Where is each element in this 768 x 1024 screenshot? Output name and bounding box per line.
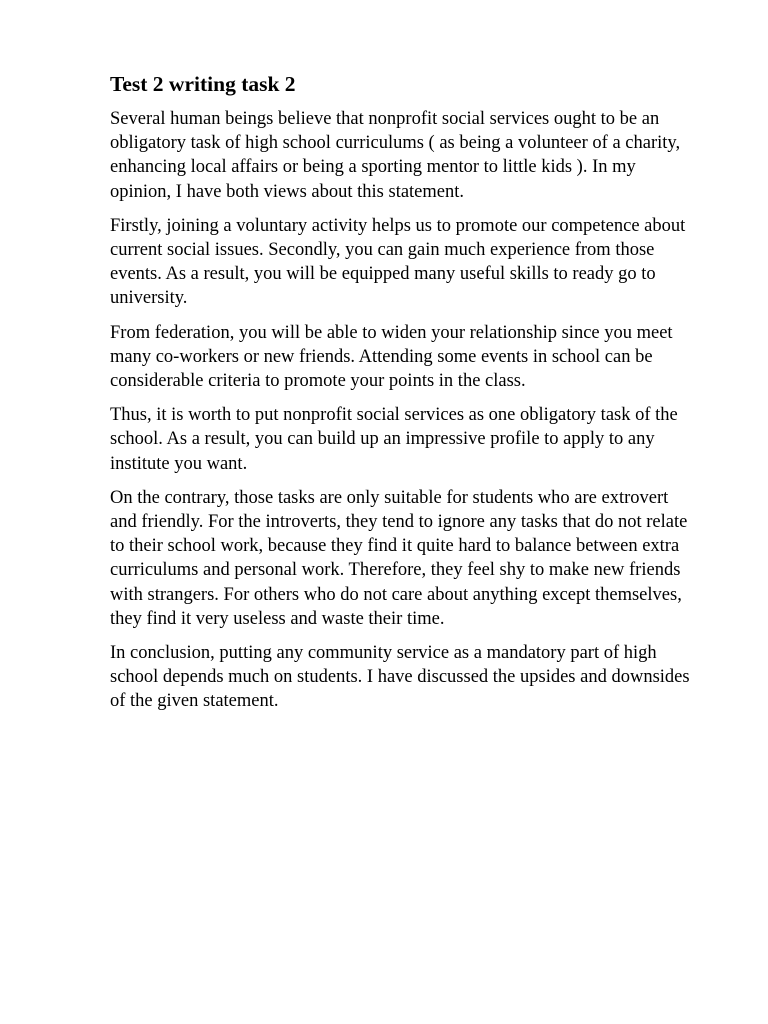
paragraph-conclusion: In conclusion, putting any community service as a mandatory part of high school depends much on students. I have discussed the upsides and downsides of the given statement. xyxy=(110,643,690,712)
paragraph-firstly: Firstly, joining a voluntary activity helps us to promote our competence about current social issues. Secondly, you can gain much experience from those events. As a result, you will be equipped many useful skills to ready go to university. xyxy=(110,215,686,309)
document-body xyxy=(110,70,696,724)
paragraph-contrary: On the contrary, those tasks are only suitable for students who are extrovert and friendly. For the introverts, they tend to ignore any tasks that do not relate to their school work, because they find it quite hard to balance between extra curriculums and personal work. Therefore, they feel shy to make new friends with strangers. For others who do not care about anything except themselves, they find it very useless and waste their time. xyxy=(110,487,688,629)
paragraph-federation: From federation, you will be able to widen your relationship since you meet many co-workers or new friends. Attending some events in school can be considerable criteria to promote your points in the class. xyxy=(110,322,673,392)
paragraph-intro: Several human beings believe that nonprofit social services ought to be an obligatory task of high school curriculums ( as being a volunteer of a charity, enhancing local affairs or being a sporting mentor to little kids ). In my opinion, I have both views about this statement. xyxy=(110,109,681,202)
document-title: Test 2 writing task 2 xyxy=(110,72,296,96)
paragraph-thus: Thus, it is worth to put nonprofit social services as one obligatory task of the school. As a result, you can build up an impressive profile to apply to any institute you want. xyxy=(110,405,678,474)
